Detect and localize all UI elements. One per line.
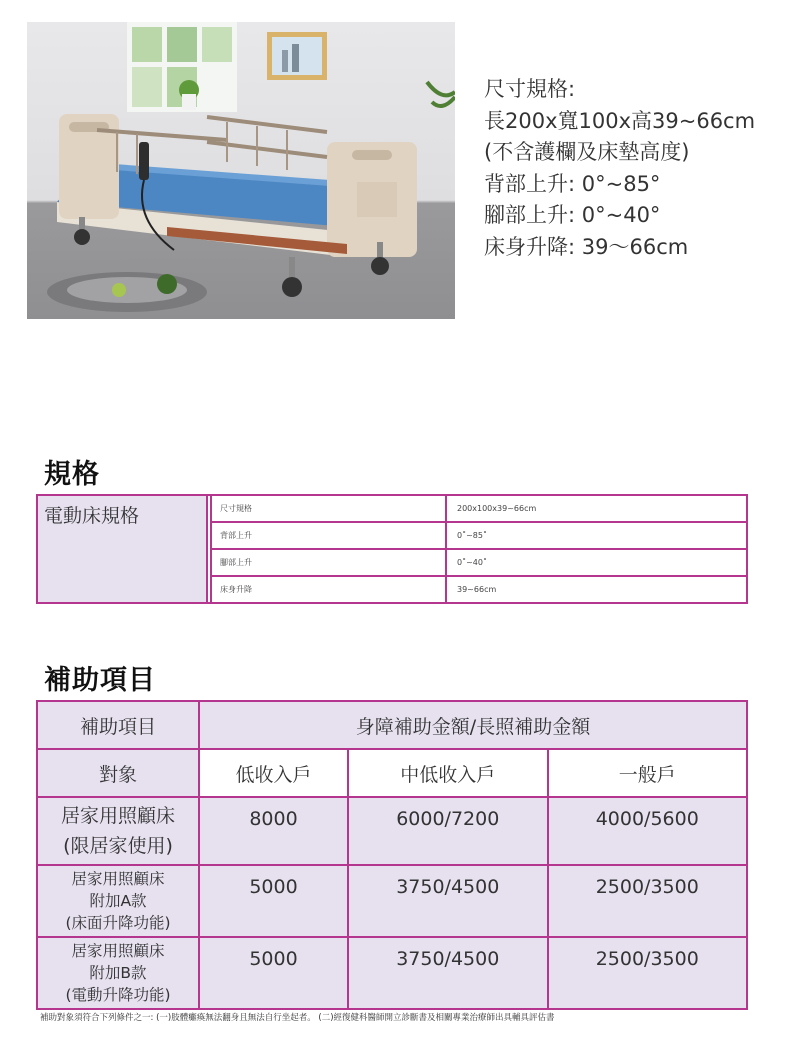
spec-table [36, 494, 748, 604]
target-general: 一般戶 [548, 749, 748, 797]
value-low: 8000 [199, 797, 348, 865]
table-row-name: 居家用照顧床 附加B款 (電動升降功能) [37, 937, 199, 1009]
table-row-name: 居家用照顧床 附加A款 (床面升降功能) [37, 865, 199, 937]
footnote: 補助對象須符合下列條件之一: (一)肢體癱瘓無法翻身且無法自行坐起者。 (二)經復健科醫師開立診斷書及相關專業治療師出具輔具評估書 [40, 1013, 555, 1023]
spec-value: 39~66cm [446, 576, 747, 603]
value-mid: 6000/7200 [348, 797, 547, 865]
target-mid: 中低收入戶 [348, 749, 547, 797]
spec-key: 腳部上升 [211, 549, 446, 576]
spec-table-head: 電動床規格 [37, 495, 207, 603]
spec-key: 床身升降 [211, 576, 446, 603]
spec-line: (不含護欄及床墊高度) [484, 140, 690, 164]
section-title-subsidy: 補助項目 [44, 665, 156, 696]
spec-key: 背部上升 [211, 522, 446, 549]
section-title-specs: 規格 [44, 459, 100, 490]
target-low: 低收入戶 [199, 749, 348, 797]
spec-line: 長200x寬100x高39~66cm [484, 108, 756, 133]
spec-value: 200x100x39~66cm [446, 495, 747, 522]
spec-line: 腳部上升: 0°~40° [484, 203, 661, 227]
spec-value: 0˚~85˚ [446, 522, 747, 549]
spec-line: 床身升降: 39～66cm [484, 234, 689, 259]
spec-line: 尺寸規格: [484, 77, 576, 101]
spec-line: 背部上升: 0°~85° [484, 171, 661, 196]
header-item: 補助項目 [37, 701, 199, 749]
value-general: 2500/3500 [548, 937, 748, 1009]
value-low: 5000 [199, 865, 348, 937]
header-amount: 身障補助金額/長照補助金額 [199, 701, 747, 749]
subsidy-table [36, 700, 748, 1010]
spec-summary [484, 74, 755, 263]
value-mid: 3750/4500 [348, 865, 547, 937]
electric-bed-illustration [27, 22, 455, 319]
value-general: 4000/5600 [548, 797, 748, 865]
value-mid: 3750/4500 [348, 937, 547, 1009]
table-row-name: 居家用照顧床 (限居家使用) [37, 797, 199, 865]
product-photo [27, 22, 455, 319]
value-general: 2500/3500 [548, 865, 748, 937]
spec-value: 0˚~40˚ [446, 549, 747, 576]
value-low: 5000 [199, 937, 348, 1009]
target-label: 對象 [37, 749, 199, 797]
spec-key: 尺寸規格 [211, 495, 446, 522]
